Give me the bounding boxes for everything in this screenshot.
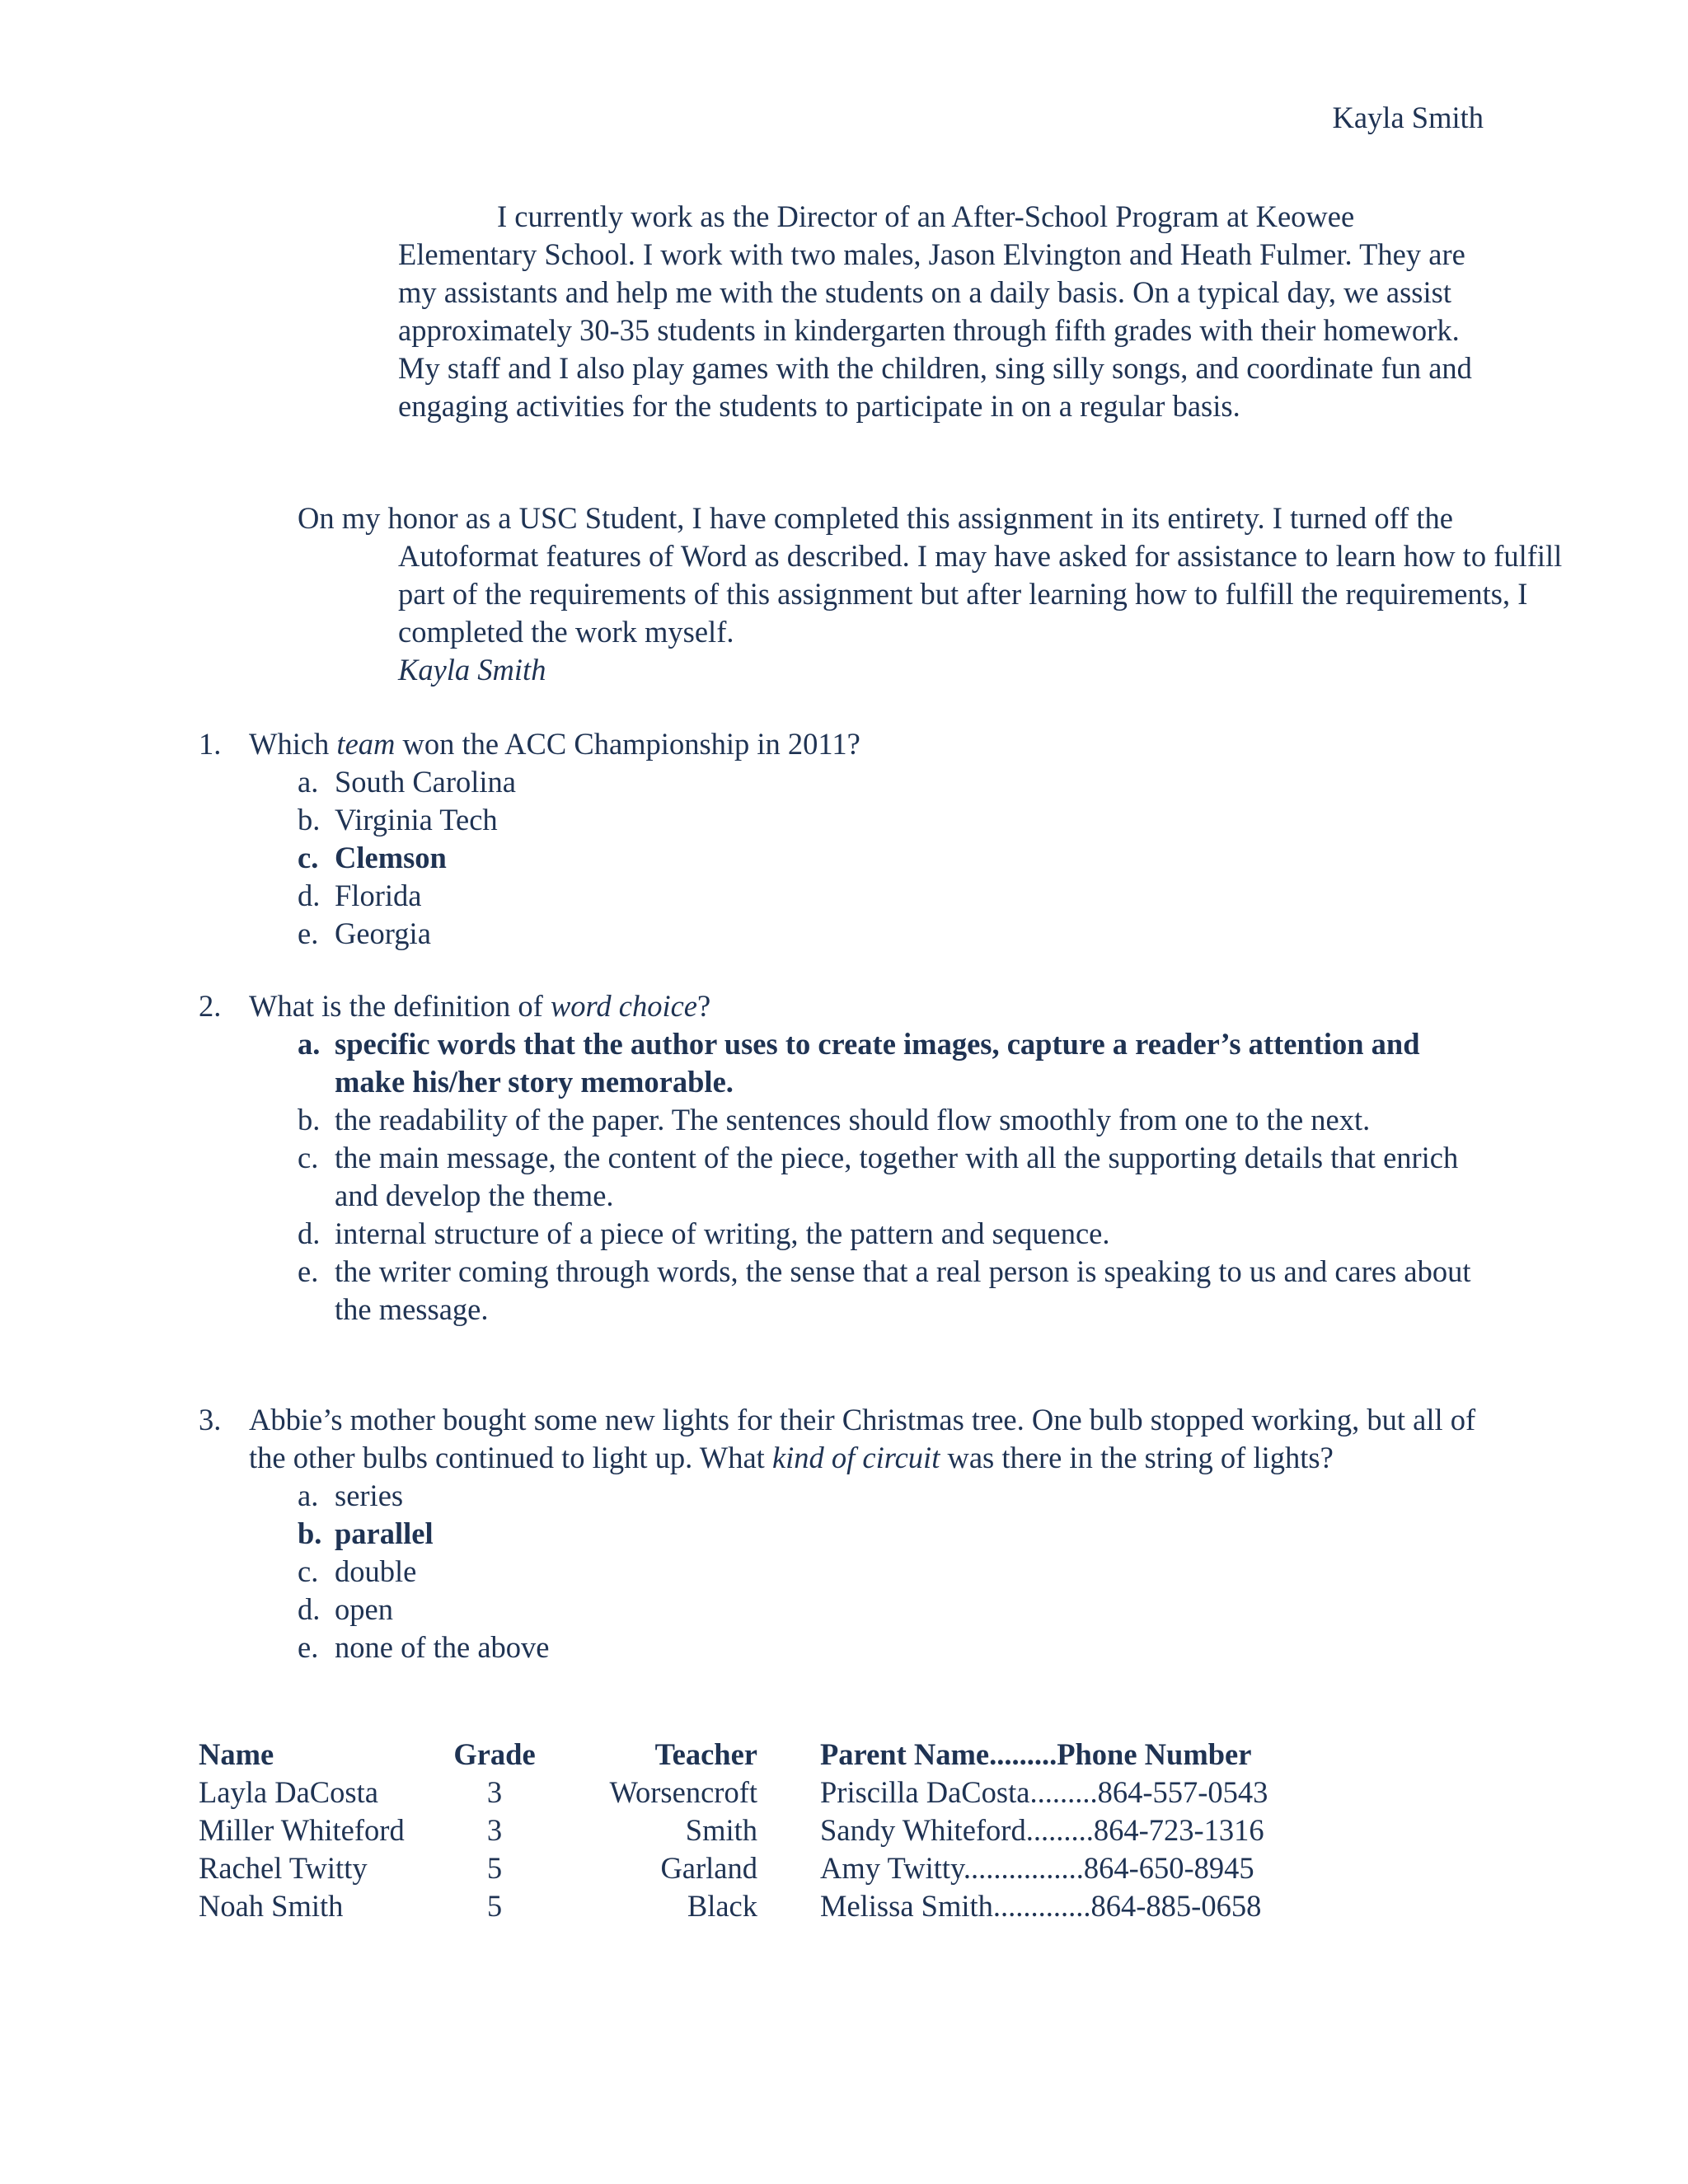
option-e: e. none of the above — [298, 1630, 550, 1664]
option-c-correct: c. Clemson — [298, 841, 447, 874]
answer-options — [199, 763, 1493, 953]
header-teacher: Teacher — [654, 1737, 757, 1771]
option-a: a. South Carolina — [298, 765, 516, 799]
option-d: d. internal structure of a piece of writing, the pattern and sequence. — [298, 1216, 1110, 1250]
cell-parent-phone: Amy Twitty................864-650-8945 — [820, 1851, 1254, 1885]
option-a: a. series — [298, 1479, 404, 1512]
question-1 — [199, 725, 1493, 953]
cell-grade: 5 — [486, 1851, 503, 1885]
header-parent-phone: Parent Name.........Phone Number — [820, 1737, 1252, 1771]
cell-grade: 3 — [486, 1775, 503, 1809]
table-header-row — [199, 1736, 1268, 1774]
cell-parent-phone: Melissa Smith.............864-885-0658 — [820, 1889, 1262, 1923]
table-row — [199, 1887, 1268, 1925]
question-number: 3. — [199, 1403, 222, 1436]
cell-name: Layla DaCosta — [199, 1775, 378, 1809]
header-name: Name — [199, 1737, 274, 1771]
option-e: e. Georgia — [298, 916, 431, 950]
option-b-correct: b. parallel — [298, 1516, 434, 1550]
answer-options — [199, 1025, 1493, 1329]
cell-teacher: Worsencroft — [609, 1775, 757, 1809]
option-a-correct: a. specific words that the author uses to create images, capture a reader’s attention and make his/her story memorable. — [298, 1027, 1420, 1099]
intro-paragraph: I currently work as the Director of an After-School Program at Keowee Elementary School. I work with two males, Jason Elvington and Heath Fulmer. They are my assistants and help me with the students on a daily basis. On a typical day, we assist approximately 30-35 students in kindergarten through fifth grades with their homework. My staff and I also play games with the children, sing silly songs, and coordinate fun and engaging activities for the students to participate in on a regular basis. — [398, 199, 1472, 423]
option-c: c. the main message, the content of the piece, together with all the supporting details that enrich and develop the theme. — [298, 1141, 1459, 1212]
question-text: What is the definition of word choice? — [249, 989, 711, 1023]
table-row — [199, 1849, 1268, 1887]
cell-parent-phone: Sandy Whiteford.........864-723-1316 — [820, 1813, 1264, 1847]
table-row — [199, 1774, 1268, 1811]
option-d: d. open — [298, 1592, 393, 1626]
question-text: Abbie’s mother bought some new lights for their Christmas tree. One bulb stopped working, but all of the other bulbs continued to light up. What kind of circuit was there in the string of lights? — [249, 1403, 1476, 1474]
option-d: d. Florida — [298, 879, 422, 912]
cell-grade: 5 — [486, 1889, 503, 1923]
cell-grade: 3 — [486, 1813, 503, 1847]
option-e: e. the writer coming through words, the sense that a real person is speaking to us and cares about the message. — [298, 1254, 1471, 1326]
question-number: 2. — [199, 989, 222, 1023]
cell-name: Rachel Twitty — [199, 1851, 368, 1885]
question-2 — [199, 987, 1493, 1329]
question-text: Which team won the ACC Championship in 2011? — [249, 727, 860, 761]
cell-name: Miller Whiteford — [199, 1813, 405, 1847]
table-row — [199, 1811, 1268, 1849]
question-emphasis: kind of circuit — [771, 1441, 940, 1474]
honor-text: On my honor as a USC Student, I have completed this assignment in its entirety. I turned off the Autoformat features of Word as described. I may have asked for assistance to learn how to fulfill part of the requirements of this assignment but after learning how to fulfill the requirements, I completed the work myself. — [298, 501, 1563, 649]
honor-statement — [298, 499, 1593, 689]
cell-teacher: Smith — [685, 1813, 757, 1847]
answer-options — [199, 1477, 1493, 1666]
question-3 — [199, 1401, 1493, 1666]
question-emphasis: team — [336, 727, 396, 761]
cell-teacher: Black — [687, 1889, 757, 1923]
header-grade: Grade — [453, 1737, 536, 1771]
option-b: b. the readability of the paper. The sentences should flow smoothly from one to the next. — [298, 1103, 1371, 1137]
question-number: 1. — [199, 727, 222, 761]
cell-parent-phone: Priscilla DaCosta.........864-557-0543 — [820, 1775, 1268, 1809]
question-emphasis: word choice — [550, 989, 697, 1023]
cell-teacher: Garland — [660, 1851, 757, 1885]
header-author: Kayla Smith — [1332, 101, 1484, 134]
option-b: b. Virginia Tech — [298, 803, 498, 837]
honor-signature: Kayla Smith — [398, 653, 546, 687]
student-roster-table — [199, 1736, 1268, 1925]
cell-name: Noah Smith — [199, 1889, 344, 1923]
option-c: c. double — [298, 1554, 417, 1588]
